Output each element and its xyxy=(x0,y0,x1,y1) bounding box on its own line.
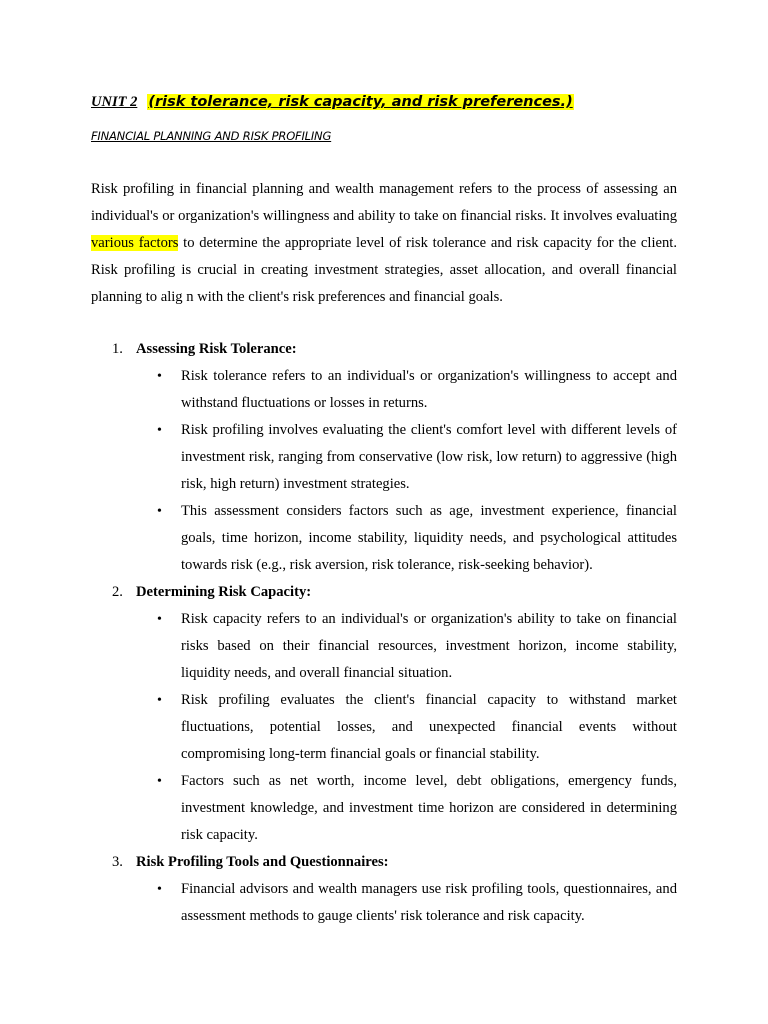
unit-label: UNIT 2 xyxy=(91,94,138,110)
bullet-icon: • xyxy=(157,882,162,897)
section-title: Risk Profiling Tools and Questionnaires: xyxy=(136,854,389,870)
section-heading xyxy=(91,849,677,876)
section-heading xyxy=(91,579,677,606)
list-item xyxy=(91,417,677,498)
bullet-icon: • xyxy=(157,693,162,708)
intro-paragraph xyxy=(91,176,677,311)
intro-text-before: Risk profiling in financial planning and wealth management refers to the process of assessing an individual's or organization's willingness and ability to take on financial risks. It involves evaluating xyxy=(91,181,677,224)
list-item xyxy=(91,768,677,849)
bullet-text: Risk profiling evaluates the client's financial capacity to withstand market fluctuations, potential losses, and unexpected financial events without compromising long-term financial goals or financial stability. xyxy=(181,692,677,762)
section-heading xyxy=(91,336,677,363)
intro-text-after: to determine the appropriate level of risk tolerance and risk capacity for the client. Risk profiling is crucial in creating investment strategies, asset allocation, and overall financial planning to alig n with the client's risk preferences and financial goals. xyxy=(91,235,677,305)
unit-heading xyxy=(91,93,574,111)
list-item xyxy=(91,606,677,687)
bullet-text: Factors such as net worth, income level, debt obligations, emergency funds, investment knowledge, and investment time horizon are considered in determining risk capacity. xyxy=(181,773,677,843)
list-item xyxy=(91,876,677,930)
bullet-icon: • xyxy=(157,504,162,519)
list-section xyxy=(91,336,677,579)
bullet-icon: • xyxy=(157,423,162,438)
numbered-list xyxy=(91,336,677,930)
bullet-text: Risk tolerance refers to an individual's or organization's willingness to accept and withstand fluctuations or losses in returns. xyxy=(181,368,677,411)
section-subheading: FINANCIAL PLANNING AND RISK PROFILING xyxy=(91,129,332,143)
bullet-text: Financial advisors and wealth managers use risk profiling tools, questionnaires, and assessment methods to gauge clients' risk tolerance and risk capacity. xyxy=(181,881,677,924)
section-title: Determining Risk Capacity: xyxy=(136,584,312,600)
bullet-text: Risk capacity refers to an individual's or organization's ability to take on financial risks based on their financial resources, investment horizon, income stability, liquidity needs, and overall financial situation. xyxy=(181,611,677,681)
bullet-icon: • xyxy=(157,774,162,789)
intro-highlighted-phrase: various factors xyxy=(91,235,179,251)
list-item xyxy=(91,498,677,579)
section-number: 3. xyxy=(112,854,123,870)
list-section xyxy=(91,849,677,930)
section-number: 1. xyxy=(112,341,123,357)
bullet-text: Risk profiling involves evaluating the client's comfort level with different levels of investment risk, ranging from conservative (low risk, low return) to aggressive (high risk, high return) investment strategies. xyxy=(181,422,677,492)
bullet-icon: • xyxy=(157,612,162,627)
bullet-text: This assessment considers factors such as age, investment experience, financial goals, time horizon, income stability, liquidity needs, and psychological attitudes towards risk (e.g., risk aversion, risk tolerance, risk-seeking behavior). xyxy=(181,503,677,573)
unit-topic-highlighted: (risk tolerance, risk capacity, and risk preferences.) xyxy=(148,94,573,110)
section-title: Assessing Risk Tolerance: xyxy=(136,341,297,357)
list-section xyxy=(91,579,677,849)
section-number: 2. xyxy=(112,584,123,600)
bullet-icon: • xyxy=(157,369,162,384)
list-item xyxy=(91,363,677,417)
list-item xyxy=(91,687,677,768)
